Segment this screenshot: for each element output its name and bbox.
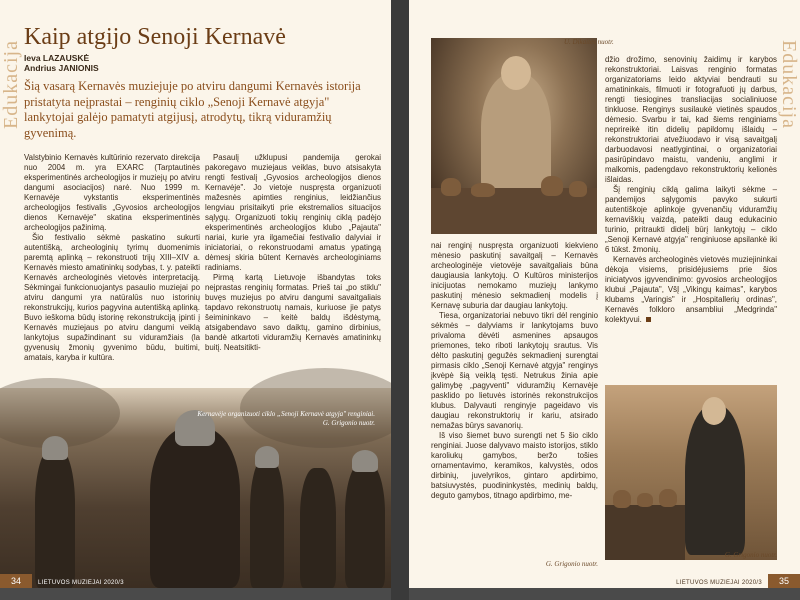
craft-item [613, 490, 631, 508]
craft-item [637, 493, 653, 507]
text-column-3 [431, 241, 598, 501]
paragraph: džio drožimo, senovinių žaidimų ir karybos rekonstruktoriai. Laisvas renginio formatas organizatoriams leido aktyviai bendrauti su amatininkais, filmuoti ir fotografuoti jų darbus, rengti tiesiogines transliacijas socialiniuose tinkluose. Renginys susilaukė vietinės spaudos dėmesio. Svarbu ir tai, kad šiems renginiams neprireikė itin didelių papildomų išlaidų – rekonstruktoriai atvežiuodavo ir visą savaitgalį darbuodavosi neatlygintinai, o organizatoriai pasirūpindavo maistu, vandeniu, anglimi ir malkomis, padengdavo rekonstruktorių kelionės išlaidas. [605, 55, 777, 184]
paragraph: Šį renginių ciklą galima laikyti sėkme – pandemijos sąlygomis pavyko sukurti autentiškoje aplinkoje gyvenančių viduramžių kernaviškių vaizdą, pateikti daug edukacinio turinio, pritraukti didelį būrį lankytojų – ciklo „Senoji Kernavė atgyja" renginiuose apsilankė iki 6 tūkst. žmonių. [605, 185, 777, 254]
text-column-4 [605, 55, 777, 325]
paragraph [605, 255, 777, 325]
photo-woman-crafts [431, 38, 597, 234]
paragraph: Pasaulį užklupusi pandemija gerokai pakoregavo muziejaus veiklas, buvo atsisakyta rengti festivalį „Gyvosios archeologijos dienos Kernavėje". Jo vietoje nuspręsta organizuoti mažesnės apimties renginius, leidžiančius lengviau prisitaikyti prie ekstremalios situacijos sąlygų. Organizuoti tokių renginių ciklą padėjo eksperimentinės archeologijos klubo „Pajauta" nariai, kurie yra ilgamečiai festivalio dalyviai ir iniciatoriai, o rekonstruodami amatus ypatingą dėmesį skiria būtent Kernavės archeologiniams radiniams. [205, 153, 381, 272]
caption-credit: G. Grigonio nuotr. [322, 418, 375, 427]
section-tab-right: Edukacija [778, 40, 800, 129]
article-authors [24, 53, 99, 73]
end-of-article-mark [646, 317, 651, 322]
woman-face [501, 56, 531, 90]
paragraph-text: Kernavės archeologinės vietovės muziejininkai dėkoja visiems, prisidėjusiems prie šios iniciatyvos įgyvendinimo: gyvosios archeologijos klubui „Pajauta", VšĮ „Vikingų kaimas", karybos klubams „Varingis" ir „Hospitallerių ordinas", Kernavės folkloro ansambliui „Medgrinda" kolektyvui. [605, 255, 777, 324]
page-number: 35 [768, 574, 800, 588]
helmet [352, 450, 378, 472]
artisan-face [702, 397, 726, 425]
magazine-footer: LIETUVOS MUZIEJAI 2020/3 [676, 580, 762, 586]
article-lead [24, 79, 376, 141]
artisan-figure [685, 405, 745, 555]
article-title: Kaip atgijo Senoji Kernavė [24, 24, 286, 50]
paragraph: Tiesa, organizatoriai nebuvo tikri dėl renginio sėkmės – dalyviams ir lankytojams buvo privaloma dėvėti asmenines apsaugos priemones, teko riboti lankytojų srautus. Vis dėlto paskutinį gegužės sekmadienį surengtai pirmasis ciklo „Senoji Kernavė atgyja" renginys įkvėpė šią veiklą tęsti. Netrukus žinia apie galimybę „pagyventi" viduramžių Kernavėje pasklido po lietuvės istorinės rekonstrukcijos klubus. Dalyvauti renginyje pageidavo vis daugiau rekonstruktorių ir kariu, atsirado nemažas būrys savanorių. [431, 311, 598, 430]
craft-item [659, 489, 677, 507]
section-tab-left: Edukacija [0, 40, 22, 129]
spine-gutter [391, 0, 409, 600]
photo-credit-bottom: G. Grigonio nuotr. [724, 551, 777, 559]
lead-text: Šią vasarą Kernavės muziejuje po atviru dangumi Kernavės istorija pristatyta neįprastai – renginių ciklo „Senoji Kernavė atgyja" lankytojai galėjo pamatyti atgijusį, atrodytų, tikrą viduramžių gyvenimą. [24, 79, 361, 140]
author-name: Andrius JANIONIS [24, 63, 99, 73]
craft-item [541, 176, 563, 196]
text-column-1 [24, 153, 200, 363]
warrior-figure [250, 458, 284, 588]
left-page [0, 0, 391, 588]
paragraph: Iš viso šiemet buvo surengti net 5 šio ciklo renginiai. Juose dalyvavo maisto istorijos, stiklo karoliukų gamybos, beržo tošies ornamentavimo, keramikos, kalvystės, odos dirbinių, juvelyrikos, gintaro apdirbimo, batsiuvystės, puodininkystės, medinių baldų, deguto gamybos, titnago apdirbimo, me- [431, 431, 598, 500]
caption-text: Kernavėje organizuoti ciklo „Senoji Kernavė atgyja" renginiai. [197, 410, 375, 418]
right-page [409, 0, 800, 588]
craft-item [471, 183, 495, 197]
paragraph: Valstybinio Kernavės kultūrinio rezervato direkcija nuo 2004 m. yra EXARC (Tarptautinės eksperimentinės archeologijos ir muziejų po atviru dangumi asociacijos) narė. Nuo 1999 m. Kernavėje vykstantis eksperimentinės archeologijos festivalis „Gyvosios archeologijos dienos Kernavėje" skatina eksperimentinės archeologijos pažinimą. [24, 153, 200, 232]
paragraph: nai renginį nuspręsta organizuoti kiekvieno mėnesio paskutinį savaitgalį – Kernavės archeologinėje vietovėje savaitgaliais būna daugiausia lankytojų. O Kultūros ministerijos inicijuotas nemokamo muziejų lankymo paskutinį mėnesio sekmadienį modelis į Kernavę suburia dar daugiau lankytojų. [431, 241, 598, 310]
photo-credit-top: U. Dikaitės nuotr. [564, 38, 614, 46]
paragraph: Šio festivalio sėkmė paskatino sukurti autentišką, archeologinių tyrimų duomenimis paremtą aplinką – rekonstruoti trijų XIII–XIV a. Kernavės miesto amatininkų sodybas, t. y. pateikti Kernavės archeologinės vietovės interpretaciją. Sėkmingai funkcionuojantys pasaulio muziejai po atviru dangumi yra natūralūs nuo istorinių rekonstrukcijų, kurios pagyvina autentišką aplinką. Buvo ieškoma būdų istorinę rekonstrukciją įpinti į Kernavės muziejaus po atviru dangumi veiklą lankytojus supažindinant su viduramžiais (la gyvenusių žmonių gyvenimo būdu, buitimi, amatais, karyba ir kultūra. [24, 233, 200, 362]
tree-canopy [240, 368, 391, 448]
helmet [42, 436, 68, 460]
craft-item [441, 178, 461, 196]
warrior-figure [150, 428, 240, 588]
text-column-2 [205, 153, 381, 353]
author-name: Ieva LAZAUSKĖ [24, 53, 90, 63]
warrior-figure [300, 468, 336, 588]
helmet [255, 446, 279, 468]
magazine-footer: LIETUVOS MUZIEJAI 2020/3 [38, 580, 124, 586]
warrior-figure [345, 463, 385, 588]
photo-credit-col3: G. Grigonio nuotr. [545, 560, 598, 568]
photo-artisan-tent [605, 385, 777, 560]
warrior-figure [35, 448, 75, 588]
page-number: 34 [0, 574, 32, 588]
woman-figure [481, 73, 551, 193]
craft-item [569, 181, 587, 197]
paragraph: Pirmą kartą Lietuvoje išbandytas toks neįprastas renginių formatas. Prieš tai „po stiklu" buvęs muziejus po atviru dangumi savaitgaliais tapdavo rekonstruotų namais, kuriuose jie patys šeimininkavo – keitė baldų išdėstymą, atsigabendavo savo daiktų, gamino dirbinius, bandė atkartoti viduramžių Kernavės amatininkų buitį. Neatsitikti- [205, 273, 381, 352]
photo-caption [150, 410, 375, 427]
